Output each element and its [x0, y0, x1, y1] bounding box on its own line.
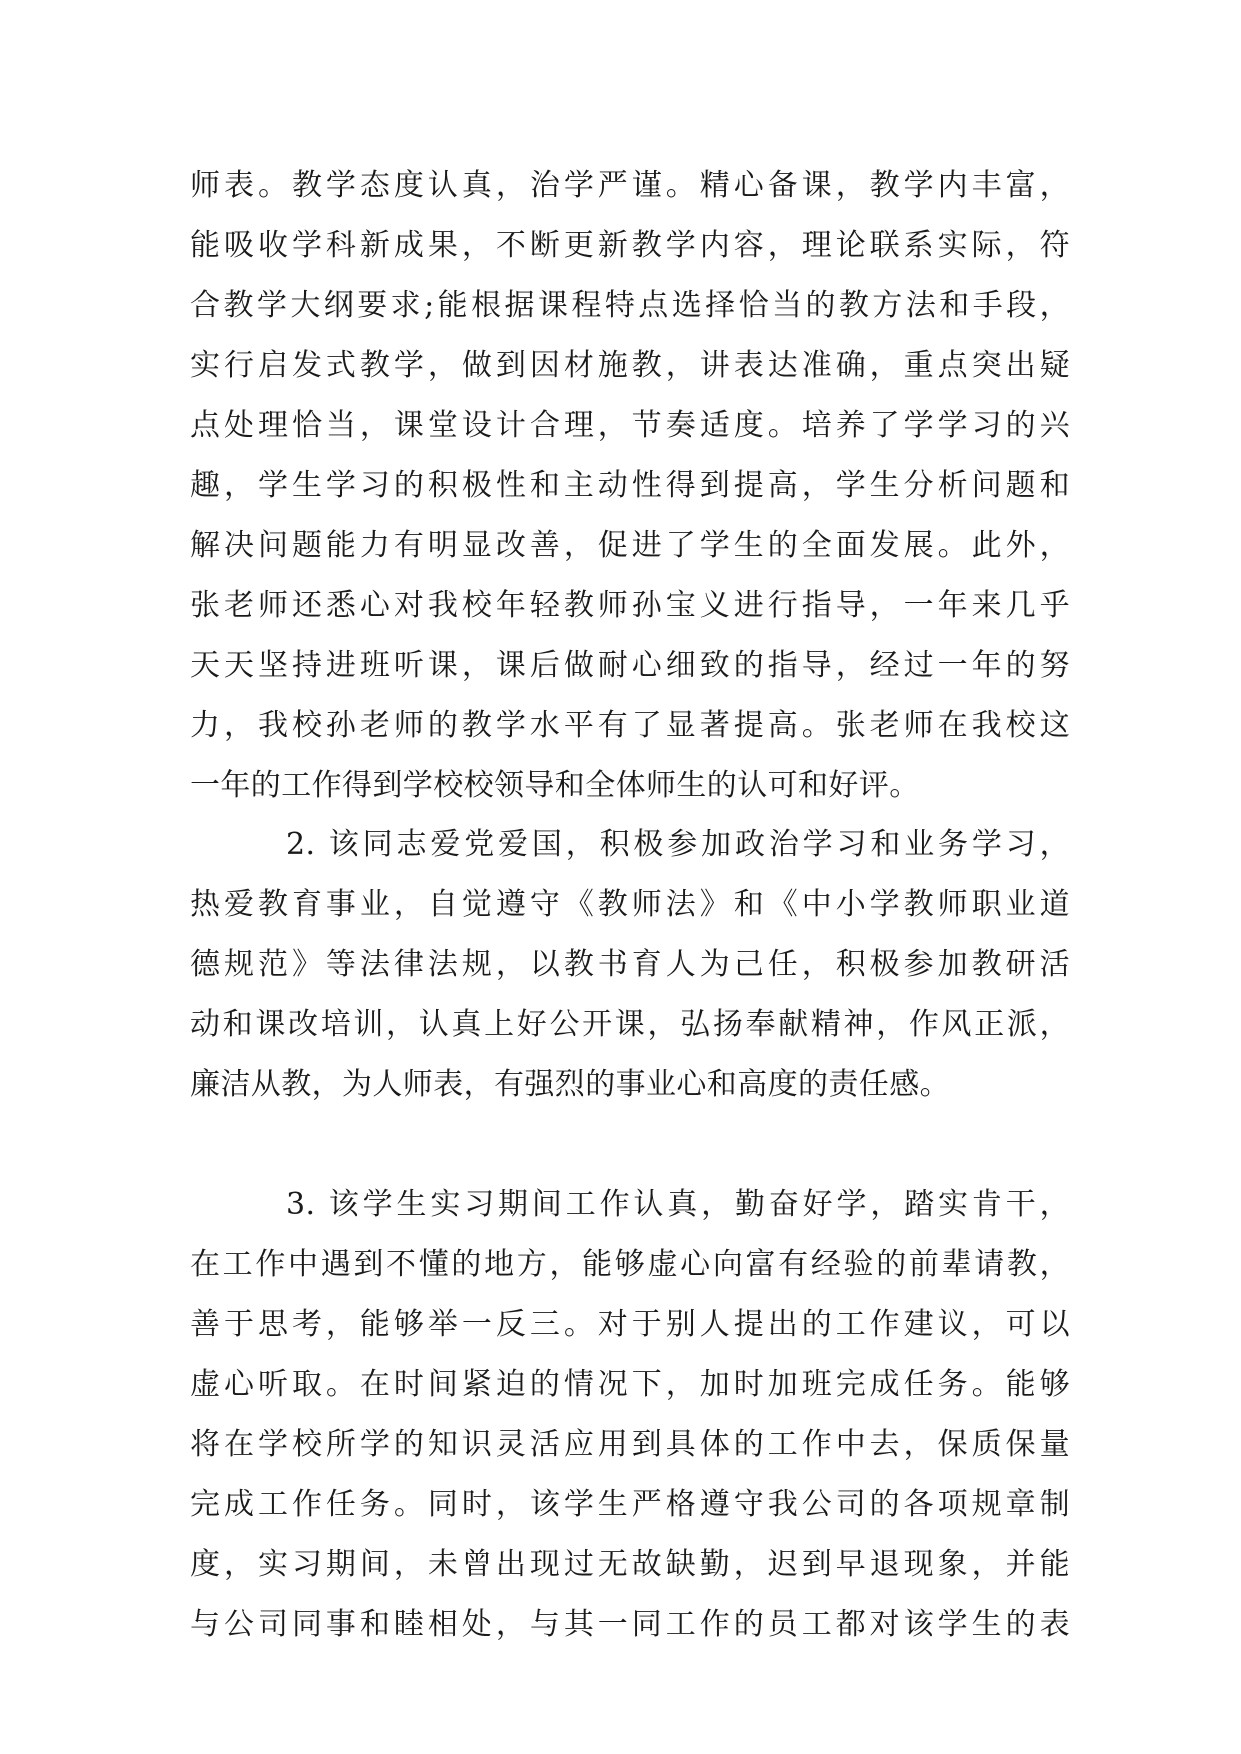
- text-line: 一年的工作得到学校校领导和全体师生的认可和好评。: [190, 768, 920, 803]
- text-line: 点处理恰当，课堂设计合理，节奏适度。培养了学学习的兴: [190, 408, 1070, 443]
- text-line: 热爱教育事业，自觉遵守《教师法》和《中小学教师职业道: [190, 887, 1070, 922]
- text-line: 力，我校孙老师的教学水平有了显著提高。张老师在我校这: [190, 708, 1070, 743]
- text-line: 动和课改培训，认真上好公开课，弘扬奉献精神，作风正派，: [190, 1007, 1070, 1042]
- text-line: 趣，学生学习的积极性和主动性得到提高，学生分析问题和: [190, 468, 1070, 503]
- text-line: 2. 该同志爱党爱国，积极参加政治学习和业务学习，: [286, 827, 1070, 862]
- paragraph-item-2: [190, 815, 1070, 1115]
- text-line: 合教学大纲要求;能根据课程特点选择恰当的教方法和手段，: [190, 288, 1070, 323]
- text-line: 完成工作任务。同时，该学生严格遵守我公司的各项规章制: [190, 1487, 1070, 1522]
- text-line: 将在学校所学的知识灵活应用到具体的工作中去，保质保量: [190, 1427, 1070, 1462]
- text-line: 实行启发式教学，做到因材施教，讲表达准确，重点突出疑: [190, 348, 1070, 383]
- text-line: 善于思考，能够举一反三。对于别人提出的工作建议，可以: [190, 1307, 1070, 1342]
- text-line: 在工作中遇到不懂的地方，能够虚心向富有经验的前辈请教，: [190, 1247, 1070, 1282]
- text-line: 能吸收学科新成果，不断更新教学内容，理论联系实际，符: [190, 228, 1070, 263]
- text-line: 天天坚持进班听课，课后做耐心细致的指导，经过一年的努: [190, 648, 1070, 683]
- text-line: 3. 该学生实习期间工作认真，勤奋好学，踏实肯干，: [286, 1187, 1070, 1222]
- text-line: 德规范》等法律法规，以教书育人为己任，积极参加教研活: [190, 947, 1070, 982]
- text-line: 与公司同事和睦相处，与其一同工作的员工都对该学生的表: [190, 1607, 1070, 1642]
- text-line: 师表。教学态度认真，治学严谨。精心备课，教学内丰富，: [190, 168, 1070, 203]
- paragraph-teacher-evaluation: [190, 156, 1070, 816]
- text-line: 虚心听取。在时间紧迫的情况下，加时加班完成任务。能够: [190, 1367, 1070, 1402]
- text-line: 廉洁从教，为人师表，有强烈的事业心和高度的责任感。: [190, 1067, 950, 1102]
- paragraph-item-3: [190, 1175, 1070, 1655]
- text-line: 度，实习期间，未曾出现过无故缺勤，迟到早退现象，并能: [190, 1547, 1070, 1582]
- text-line: 张老师还悉心对我校年轻教师孙宝义进行指导，一年来几乎: [190, 588, 1070, 623]
- text-line: 解决问题能力有明显改善，促进了学生的全面发展。此外，: [190, 528, 1070, 563]
